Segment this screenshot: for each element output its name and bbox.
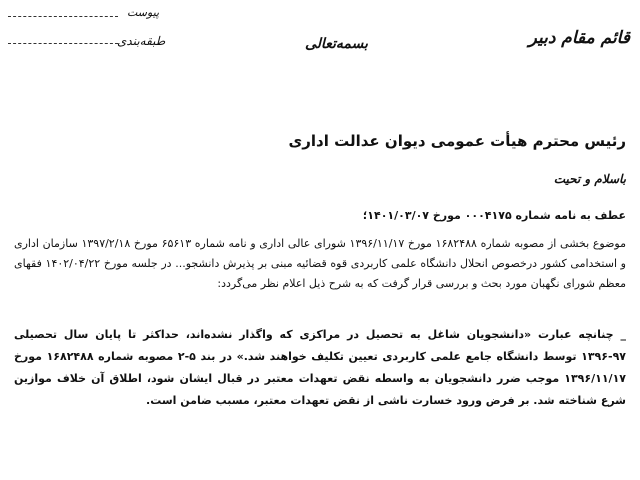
opinion-text: چنانچه عبارت «دانشجویان شاغل به تحصیل در مراکزی که واگذار نشده‌اند، حداکثر تا پایان سال تحصیلی ۹۷-۱۳۹۶ توسط دانشگاه جامع علمی کاربردی تعیین تکلیف خواهند شد.» در بند ۵-۲ مصوبه شماره ۱۶۸۲۴۸۸ مورخ ۱۳۹۶/۱۱/۱۷ موجب ضرر دانشجویان به واسطه نقض تعهدات معتبر در قبال ایشان شود، اطلاق آن خلاف موازین شرع شناخته شد. بر فرض ورود خسارت ناشی از نقض تعهدات معتبر، مسبب ضامن است. (14, 328, 626, 407)
paragraph-dash: _ (620, 328, 626, 341)
basmala-heading: بسمه‌تعالی (305, 36, 368, 52)
body-paragraph-1: موضوع بخشی از مصوبه شماره ۱۶۸۲۴۸۸ مورخ ۱۳۹۶/۱۱/۱۷ شورای عالی اداری و نامه شماره ۶۵۶۱۳ مورخ ۱۳۹۷/۲/۱۸ سازمان اداری و استخدامی کشور درخصوص انحلال دانشگاه علمی کاربردی قوه قضائیه مبنی بر پذیرش دانشجو... در جلسه مورخ ۱۴۰۲/۰۴/۲۲ فقهای معظم شورای نگهبان مورد بحث و بررسی قرار گرفت که به شرح ذیل اعلام نظر می‌گردد: (14, 237, 626, 290)
classification-label: طبقه‌بندی (117, 34, 166, 48)
greeting: باسلام و تحیت (553, 172, 626, 186)
classification-line (8, 43, 118, 44)
attachment-label: پیوست (127, 6, 160, 19)
reference-line: عطف به نامه شماره ۰۰۰۴۱۷۵ مورخ ۱۴۰۱/۰۳/۰۷؛ (362, 209, 626, 222)
authority-title: قائم مقام دبیر (528, 28, 630, 48)
recipient-title: رئیس محترم هیأت عمومی دیوان عدالت اداری (288, 132, 626, 150)
body-paragraph-2 (14, 324, 626, 412)
attachment-line (8, 16, 118, 17)
